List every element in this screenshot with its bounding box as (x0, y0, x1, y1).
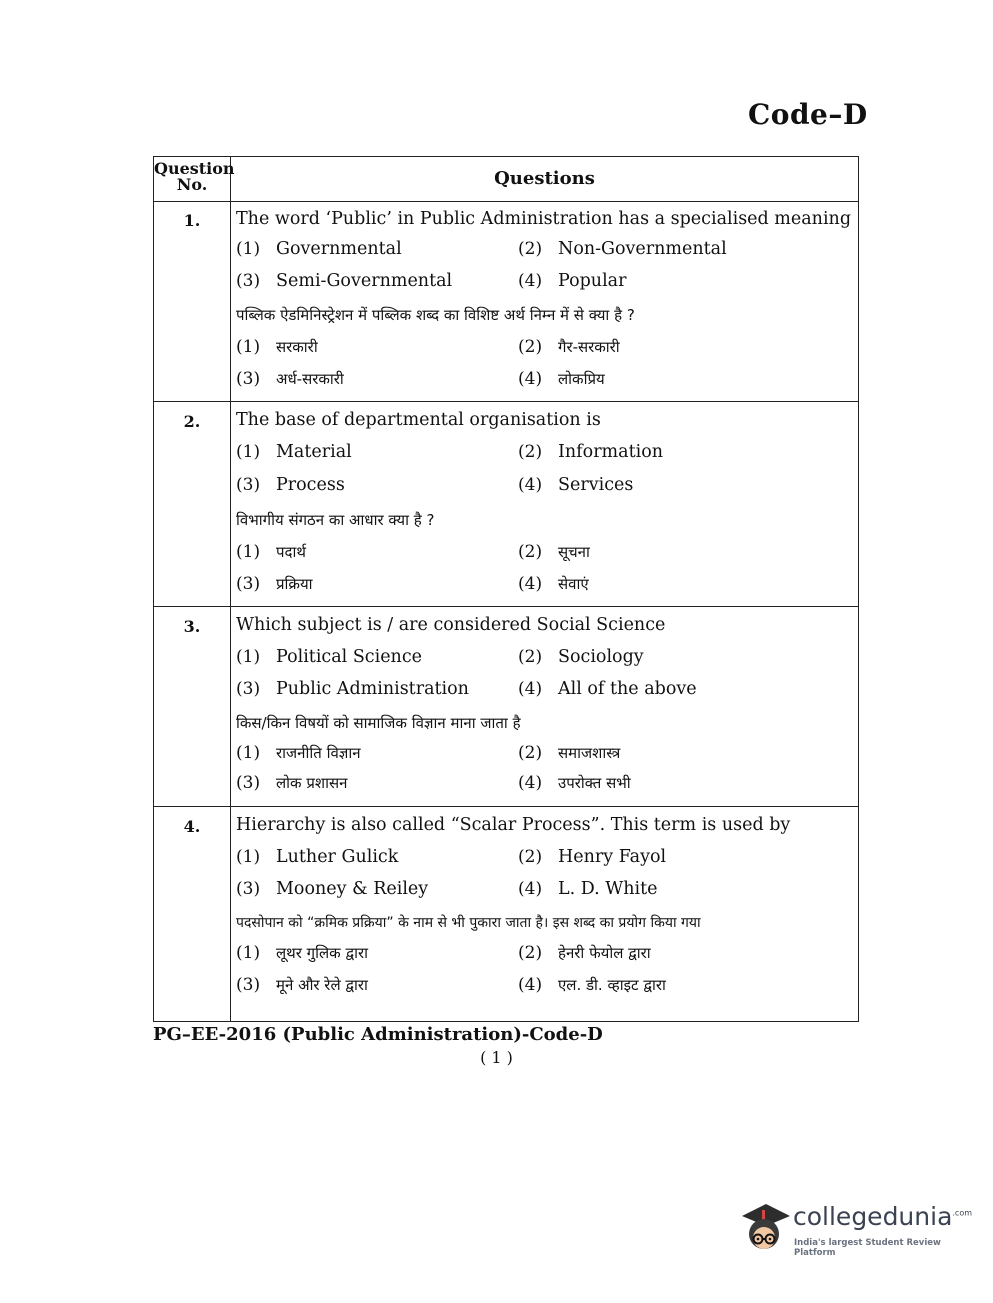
question-text-en: The word ‘Public’ in Public Administration has a specialised meaning (236, 209, 852, 229)
page-number: ( 1 ) (480, 1048, 513, 1067)
header-question-no-line2: No. (176, 175, 208, 194)
header-questions: Questions (494, 168, 595, 189)
option-hi: (1) राजनीति विज्ञान (236, 743, 361, 763)
option-hi: (1) सरकारी (236, 337, 318, 357)
option-en: (1) Luther Gulick (236, 847, 399, 867)
option-en: (1) Governmental (236, 239, 402, 259)
logo-tagline: India's largest Student Review Platform (794, 1238, 941, 1258)
option-en: (4) Services (518, 475, 634, 495)
option-en: (1) Political Science (236, 647, 422, 667)
option-hi: (2) गैर-सरकारी (518, 337, 620, 357)
option-en: (3) Semi-Governmental (236, 271, 453, 291)
option-en: (4) All of the above (518, 679, 697, 699)
option-hi: (4) एल. डी. व्हाइट द्वारा (518, 975, 666, 995)
code-label: Code–D (748, 98, 868, 131)
option-hi: (2) समाजशास्त्र (518, 743, 621, 763)
question-block (154, 201, 858, 401)
option-hi: (4) उपरोक्त सभी (518, 773, 631, 793)
question-number: 4. (183, 817, 201, 836)
option-en: (4) L. D. White (518, 879, 658, 899)
option-en: (2) Henry Fayol (518, 847, 667, 867)
question-text-hi: किस/किन विषयों को सामाजिक विज्ञान माना जाता है (236, 714, 521, 732)
question-text-en: Hierarchy is also called “Scalar Process”. This term is used by (236, 815, 791, 835)
option-en: (4) Popular (518, 271, 627, 291)
question-block (154, 401, 858, 607)
question-text-hi: विभागीय संगठन का आधार क्या है ? (236, 511, 435, 529)
table-header (154, 157, 858, 202)
question-number: 1. (183, 211, 201, 230)
question-text-hi: पदसोपान को “क्रमिक प्रक्रिया” के नाम से भी पुकारा जाता है। इस शब्द का प्रयोग किया गया (236, 915, 701, 931)
option-en: (2) Sociology (518, 647, 644, 667)
option-en: (2) Information (518, 442, 664, 462)
question-block (154, 806, 858, 1020)
option-hi: (3) अर्ध-सरकारी (236, 369, 344, 389)
option-hi: (4) सेवाएं (518, 574, 589, 594)
option-hi: (4) लोकप्रिय (518, 369, 605, 389)
collegedunia-logo (736, 1198, 973, 1260)
option-hi: (1) पदार्थ (236, 542, 306, 562)
question-number: 3. (183, 617, 201, 636)
question-text-en: Which subject is / are considered Social Science (236, 615, 666, 635)
option-hi: (1) लूथर गुलिक द्वारा (236, 943, 368, 963)
option-en: (1) Material (236, 442, 352, 462)
question-text-en: The base of departmental organisation is (236, 410, 601, 430)
option-hi: (3) प्रक्रिया (236, 574, 313, 594)
header-question-no (154, 157, 235, 194)
option-hi: (3) मूने और रेले द्वारा (236, 975, 368, 995)
header-question-no-line1: Question (154, 159, 235, 178)
question-text-hi: पब्लिक ऐडमिनिस्ट्रेशन में पब्लिक शब्द का विशिष्ट अर्थ निम्न में से क्या है ? (236, 306, 635, 324)
logo-wordmark: collegedunia$^{.com}$ (793, 1202, 973, 1231)
option-hi: (3) लोक प्रशासन (236, 773, 348, 793)
student-mascot-icon (736, 1198, 792, 1258)
option-en: (3) Process (236, 475, 345, 495)
footer-title: PG–EE-2016 (Public Administration)-Code-D (153, 1024, 603, 1045)
option-en: (2) Non-Governmental (518, 239, 727, 259)
questions-table (153, 156, 859, 1022)
option-hi: (2) सूचना (518, 542, 590, 562)
option-en: (3) Public Administration (236, 679, 469, 699)
question-number: 2. (183, 412, 201, 431)
option-hi: (2) हेनरी फेयोल द्वारा (518, 943, 651, 963)
option-en: (3) Mooney & Reiley (236, 879, 429, 899)
question-block (154, 606, 858, 807)
